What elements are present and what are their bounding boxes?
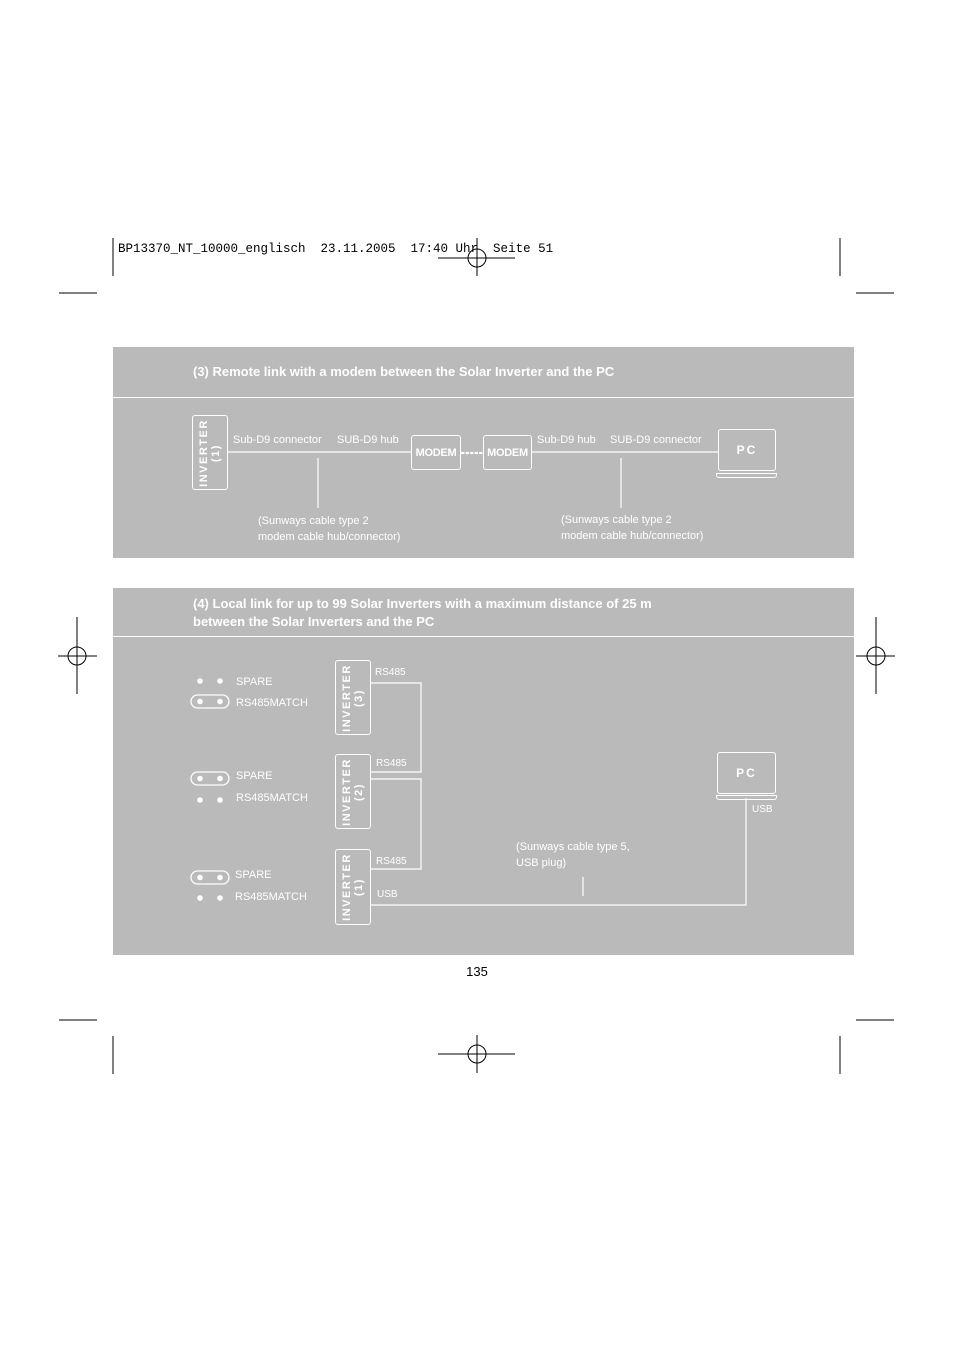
left-hub-label: SUB-D9 hub [337, 434, 399, 446]
pc-box-local: PC [717, 752, 776, 794]
jumper-3-spare-label: SPARE [236, 676, 273, 688]
inverter-3-port-label: RS485 [375, 667, 406, 678]
inverter-2-box [335, 754, 371, 829]
jumper-3-match-label: RS485MATCH [236, 697, 308, 709]
inverter-1-label: INVERTER (1) [198, 418, 222, 487]
pc-keyboard-icon-local [716, 795, 777, 800]
modem-left-box: MODEM [411, 435, 461, 470]
page-number: 135 [466, 964, 488, 979]
inverter-3-label: INVERTER (3) [341, 663, 365, 732]
jumper-1-spare-label: SPARE [235, 869, 272, 881]
right-hub-label: Sub-D9 hub [537, 434, 596, 446]
inverter-1-box-local [335, 849, 371, 925]
section4-title: (4) Local link for up to 99 Solar Inverters with a maximum distance of 25 m between the Solar Inverters and the PC [193, 596, 652, 629]
inverter-2-port-label: RS485 [376, 758, 407, 769]
right-cable-note: (Sunways cable type 2 modem cable hub/connector) [561, 514, 704, 542]
section3-title: (3) Remote link with a modem between the Solar Inverter and the PC [193, 364, 615, 379]
right-connector-label: SUB-D9 connector [610, 434, 702, 446]
jumper-1-match-label: RS485MATCH [235, 891, 307, 903]
inverter-2-label: INVERTER (2) [341, 757, 365, 826]
print-slug: BP13370_NT_10000_englisch 23.11.2005 17:40 Uhr Seite 51 [118, 242, 554, 256]
inverter-3-box [335, 660, 371, 735]
inverter-1-port-label: RS485 [376, 856, 407, 867]
pc-box: PC [718, 429, 776, 471]
left-cable-note: (Sunways cable type 2 modem cable hub/connector) [258, 515, 401, 543]
jumper-2-spare-label: SPARE [236, 770, 273, 782]
inverter-1-usb-label: USB [377, 889, 398, 900]
inverter-1-label-local: INVERTER (1) [341, 853, 365, 921]
modem-right-box: MODEM [483, 435, 532, 470]
jumper-2-match-label: RS485MATCH [236, 792, 308, 804]
pc-usb-label: USB [752, 804, 773, 815]
left-connector-label: Sub-D9 connector [233, 434, 322, 446]
usb-cable-note: (Sunways cable type 5, USB plug) [516, 841, 630, 869]
